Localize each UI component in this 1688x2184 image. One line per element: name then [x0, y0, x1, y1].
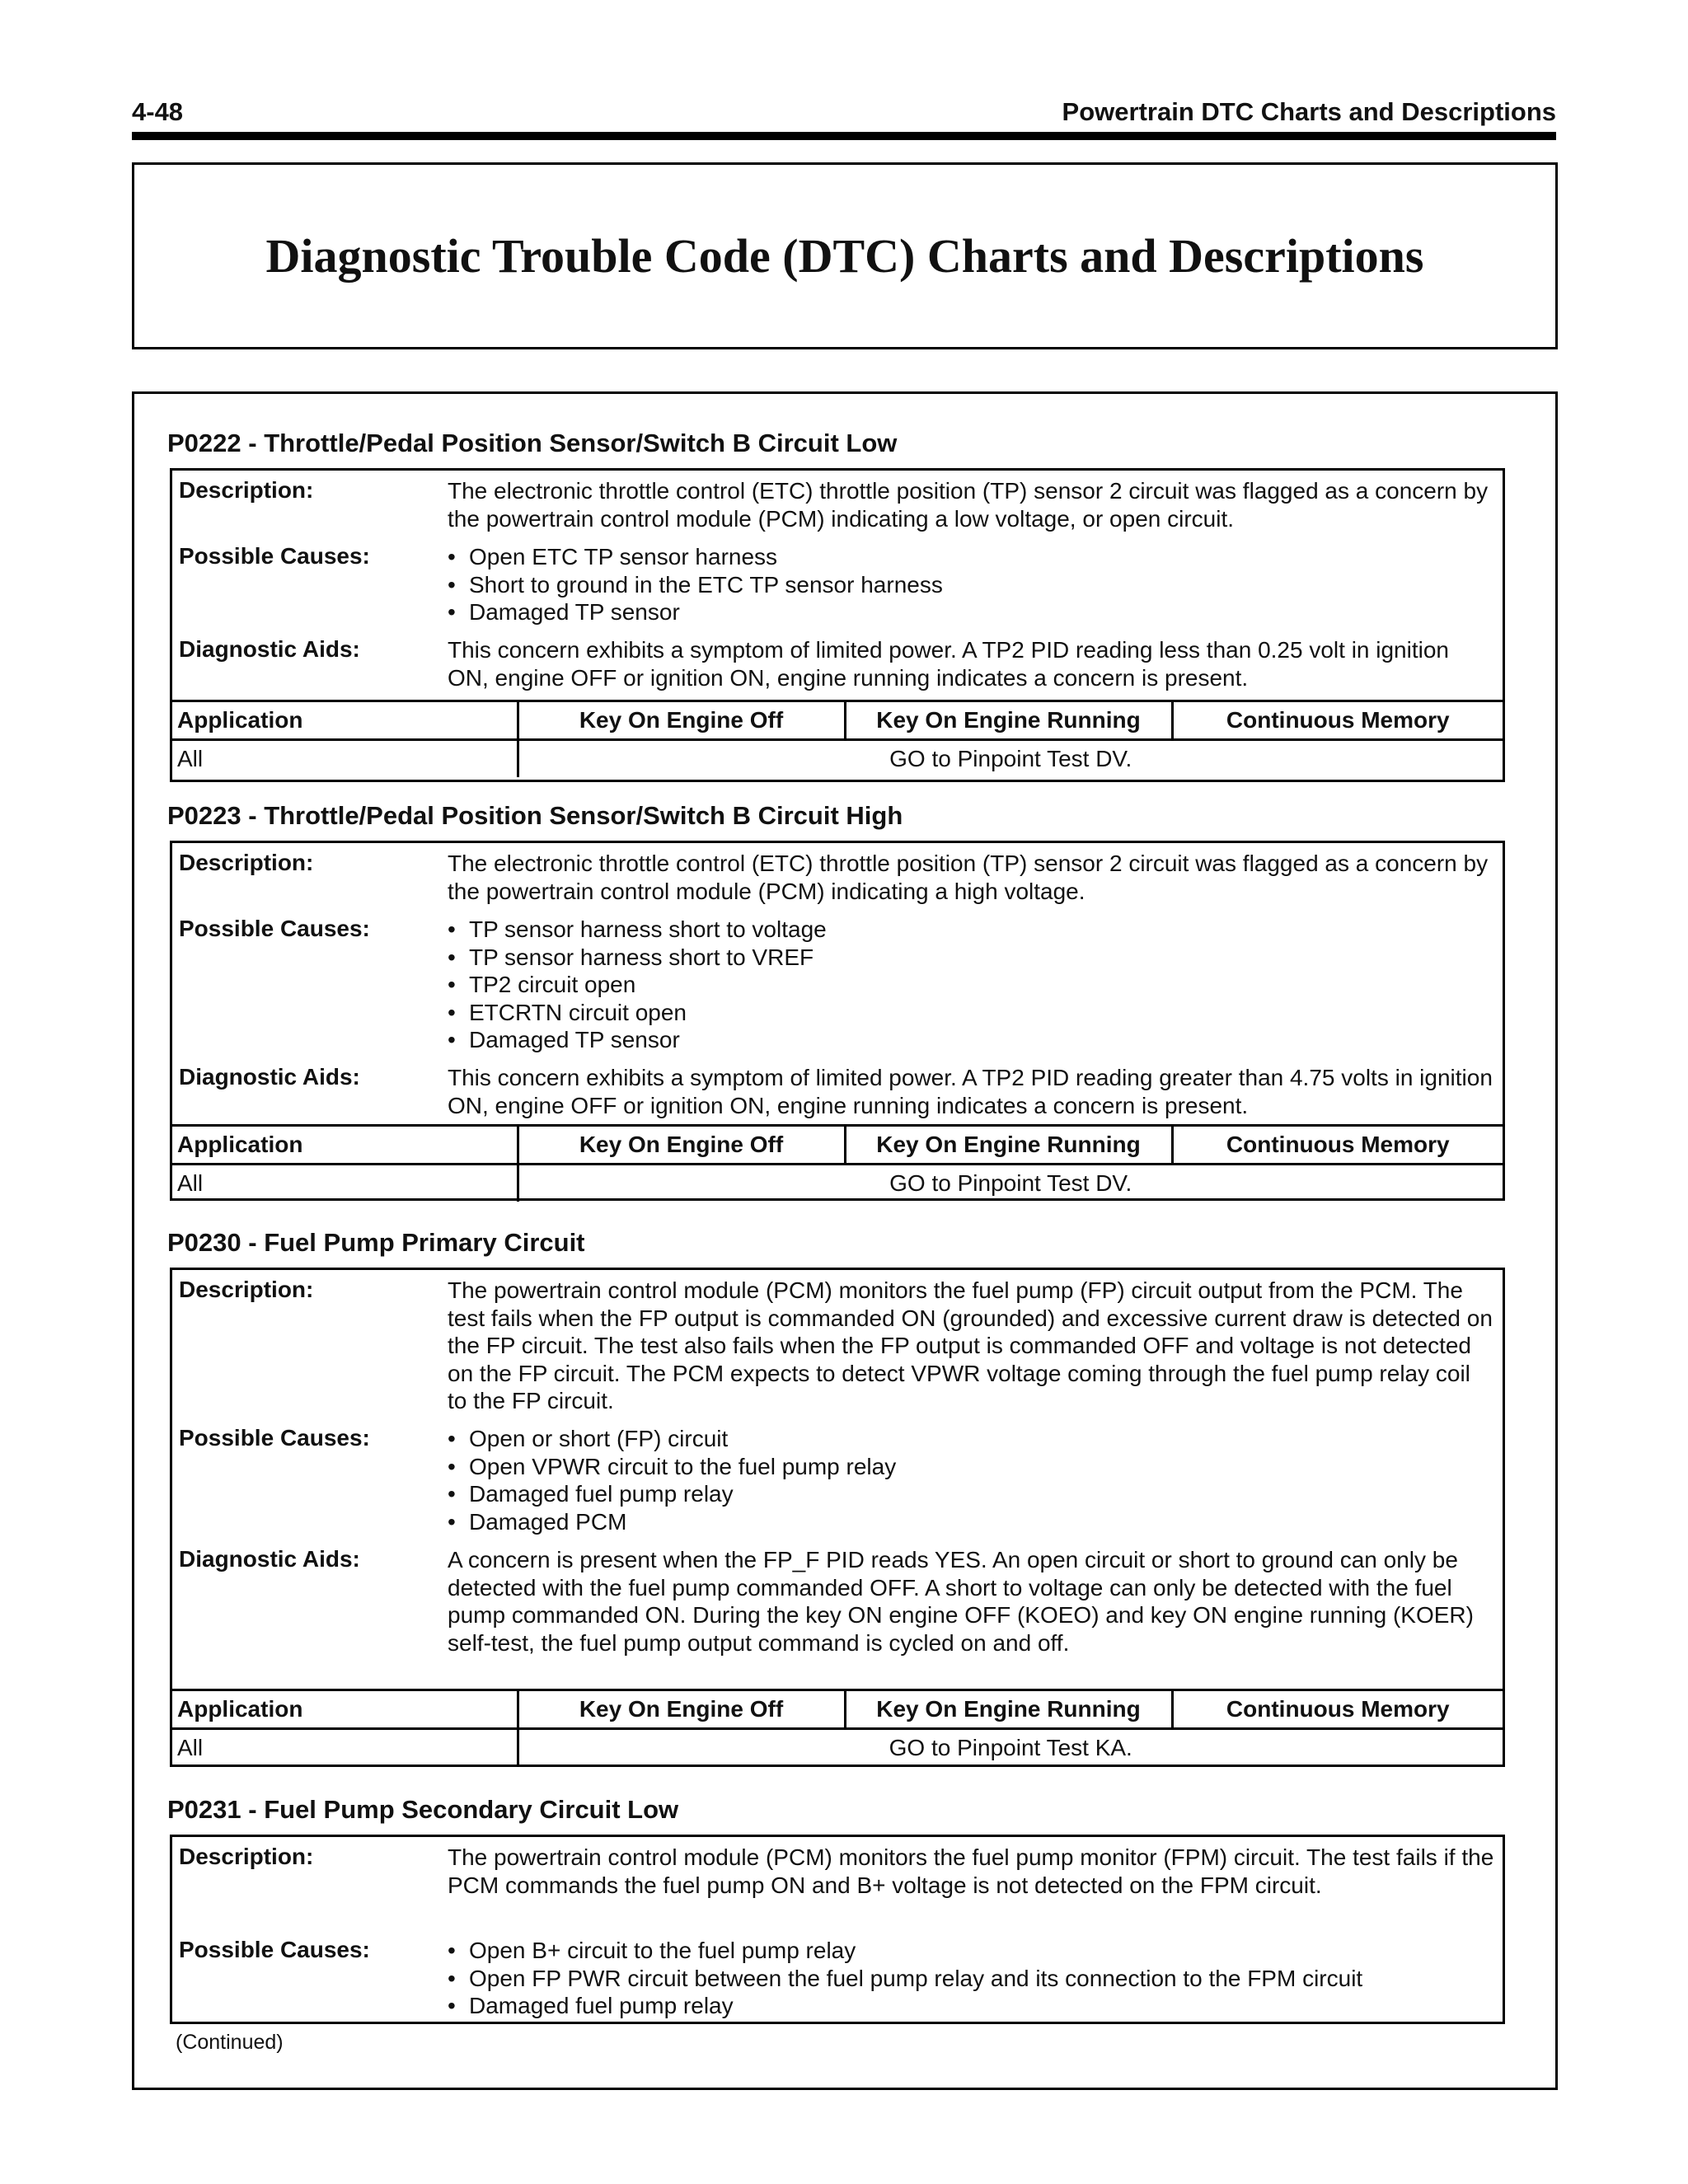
dtc-title: P0230 - Fuel Pump Primary Circuit [167, 1228, 585, 1257]
description-text: The electronic throttle control (ETC) throttle position (TP) sensor 2 circuit was flagged as a concern by the powertrain control module (PCM) indicating a high voltage. [448, 851, 1489, 904]
causes-label: Possible Causes: [179, 1425, 370, 1451]
cause-item: • Open ETC TP sensor harness [448, 543, 1494, 571]
cause-item: • TP2 circuit open [448, 971, 1494, 999]
cause-item: • Open or short (FP) circuit [448, 1425, 1494, 1453]
dtc-title: P0223 - Throttle/Pedal Position Sensor/Switch B Circuit High [167, 801, 903, 830]
dtc-table [170, 841, 1505, 1201]
causes-label: Possible Causes: [179, 1937, 370, 1962]
application-header: Application [172, 1126, 518, 1165]
content-box [132, 391, 1558, 2090]
application-table [172, 1124, 1503, 1202]
application-header-row [172, 1126, 1503, 1165]
cause-item: • Damaged PCM [448, 1508, 1494, 1536]
application-row [172, 1165, 1503, 1202]
dtc-table [170, 1835, 1505, 2024]
page-title: Diagnostic Trouble Code (DTC) Charts and Descriptions [265, 229, 1424, 283]
aids-text: A concern is present when the FP_F PID reads YES. An open circuit or short to ground can only be detected with the fuel pump commanded OFF. A short to voltage can only be detected with the fuel pump commanded ON. During the key ON engine OFF (KOEO) and key ON engine running (KOER) self-test, the fuel pump output command is cycled on and off. [448, 1547, 1474, 1656]
dtc-title: P0231 - Fuel Pump Secondary Circuit Low [167, 1795, 679, 1824]
dtc-table [170, 1268, 1505, 1767]
causes-list [448, 1937, 1494, 2020]
aids-text: This concern exhibits a symptom of limited power. A TP2 PID reading greater than 4.75 volts in ignition ON, engine OFF or ignition ON, engine running indicates a concern is present. [448, 1065, 1493, 1118]
description-label: Description: [179, 850, 314, 875]
application-table [172, 700, 1503, 777]
application-header-row [172, 701, 1503, 740]
application-header: Application [172, 701, 518, 740]
description-label: Description: [179, 1844, 314, 1869]
pinpoint-test-action: GO to Pinpoint Test DV. [518, 740, 1503, 778]
description-label: Description: [179, 1277, 314, 1302]
page-header [132, 97, 1556, 134]
application-value: All [172, 1165, 518, 1202]
koeo-header: Key On Engine Off [518, 701, 845, 740]
koer-header: Key On Engine Running [845, 701, 1172, 740]
causes-label: Possible Causes: [179, 916, 370, 941]
causes-list [448, 543, 1494, 626]
cause-item: • Damaged fuel pump relay [448, 1480, 1494, 1508]
application-header-row [172, 1690, 1503, 1729]
cause-item: • Short to ground in the ETC TP sensor harness [448, 571, 1494, 599]
application-row [172, 740, 1503, 778]
description-label: Description: [179, 477, 314, 503]
page-number: 4-48 [132, 97, 184, 126]
application-value: All [172, 1729, 518, 1767]
aids-text: This concern exhibits a symptom of limited power. A TP2 PID reading less than 0.25 volt in ignition ON, engine OFF or ignition ON, engine running indicates a concern is present. [448, 637, 1449, 691]
causes-list [448, 916, 1494, 1054]
causes-label: Possible Causes: [179, 543, 370, 569]
cause-item: • Open VPWR circuit to the fuel pump relay [448, 1453, 1494, 1481]
title-box [132, 162, 1558, 349]
pinpoint-test-action: GO to Pinpoint Test KA. [518, 1729, 1503, 1767]
cause-item: • Damaged TP sensor [448, 598, 1494, 626]
cause-item: • Open B+ circuit to the fuel pump relay [448, 1937, 1494, 1965]
description-text: The powertrain control module (PCM) monitors the fuel pump (FP) circuit output from the PCM. The test fails when the FP output is commanded ON (grounded) and excessive current draw is detected on the FP circuit. The test also fails when the FP output is commanded OFF and voltage is not detected on the FP circuit. The PCM expects to detect VPWR voltage coming through the fuel pump relay coil to the FP circuit. [448, 1277, 1493, 1413]
application-row [172, 1729, 1503, 1767]
description-text: The electronic throttle control (ETC) throttle position (TP) sensor 2 circuit was flagged as a concern by the powertrain control module (PCM) indicating a low voltage, or open circuit. [448, 478, 1489, 532]
pinpoint-test-action: GO to Pinpoint Test DV. [518, 1165, 1503, 1202]
description-text: The powertrain control module (PCM) monitors the fuel pump monitor (FPM) circuit. The test fails if the PCM commands the fuel pump ON and B+ voltage is not detected on the FPM circuit. [448, 1844, 1494, 1898]
aids-label: Diagnostic Aids: [179, 1064, 360, 1090]
cause-item: • TP sensor harness short to voltage [448, 916, 1494, 944]
cm-header: Continuous Memory [1172, 1690, 1503, 1729]
continued-note: (Continued) [176, 2031, 284, 2054]
koer-header: Key On Engine Running [845, 1690, 1172, 1729]
cm-header: Continuous Memory [1172, 1126, 1503, 1165]
koer-header: Key On Engine Running [845, 1126, 1172, 1165]
application-value: All [172, 740, 518, 778]
koeo-header: Key On Engine Off [518, 1126, 845, 1165]
cause-item: • Damaged fuel pump relay [448, 1992, 1494, 2020]
header-rule [132, 132, 1556, 140]
section-title: Powertrain DTC Charts and Descriptions [1062, 97, 1556, 126]
aids-label: Diagnostic Aids: [179, 636, 360, 662]
cause-item: • TP sensor harness short to VREF [448, 944, 1494, 972]
dtc-title: P0222 - Throttle/Pedal Position Sensor/Switch B Circuit Low [167, 429, 898, 457]
cause-item: • Damaged TP sensor [448, 1026, 1494, 1054]
causes-list [448, 1425, 1494, 1535]
application-table [172, 1689, 1503, 1766]
application-header: Application [172, 1690, 518, 1729]
cause-item: • Open FP PWR circuit between the fuel pump relay and its connection to the FPM circuit [448, 1965, 1494, 1993]
cm-header: Continuous Memory [1172, 701, 1503, 740]
aids-label: Diagnostic Aids: [179, 1546, 360, 1572]
dtc-table [170, 468, 1505, 782]
koeo-header: Key On Engine Off [518, 1690, 845, 1729]
cause-item: • ETCRTN circuit open [448, 999, 1494, 1027]
